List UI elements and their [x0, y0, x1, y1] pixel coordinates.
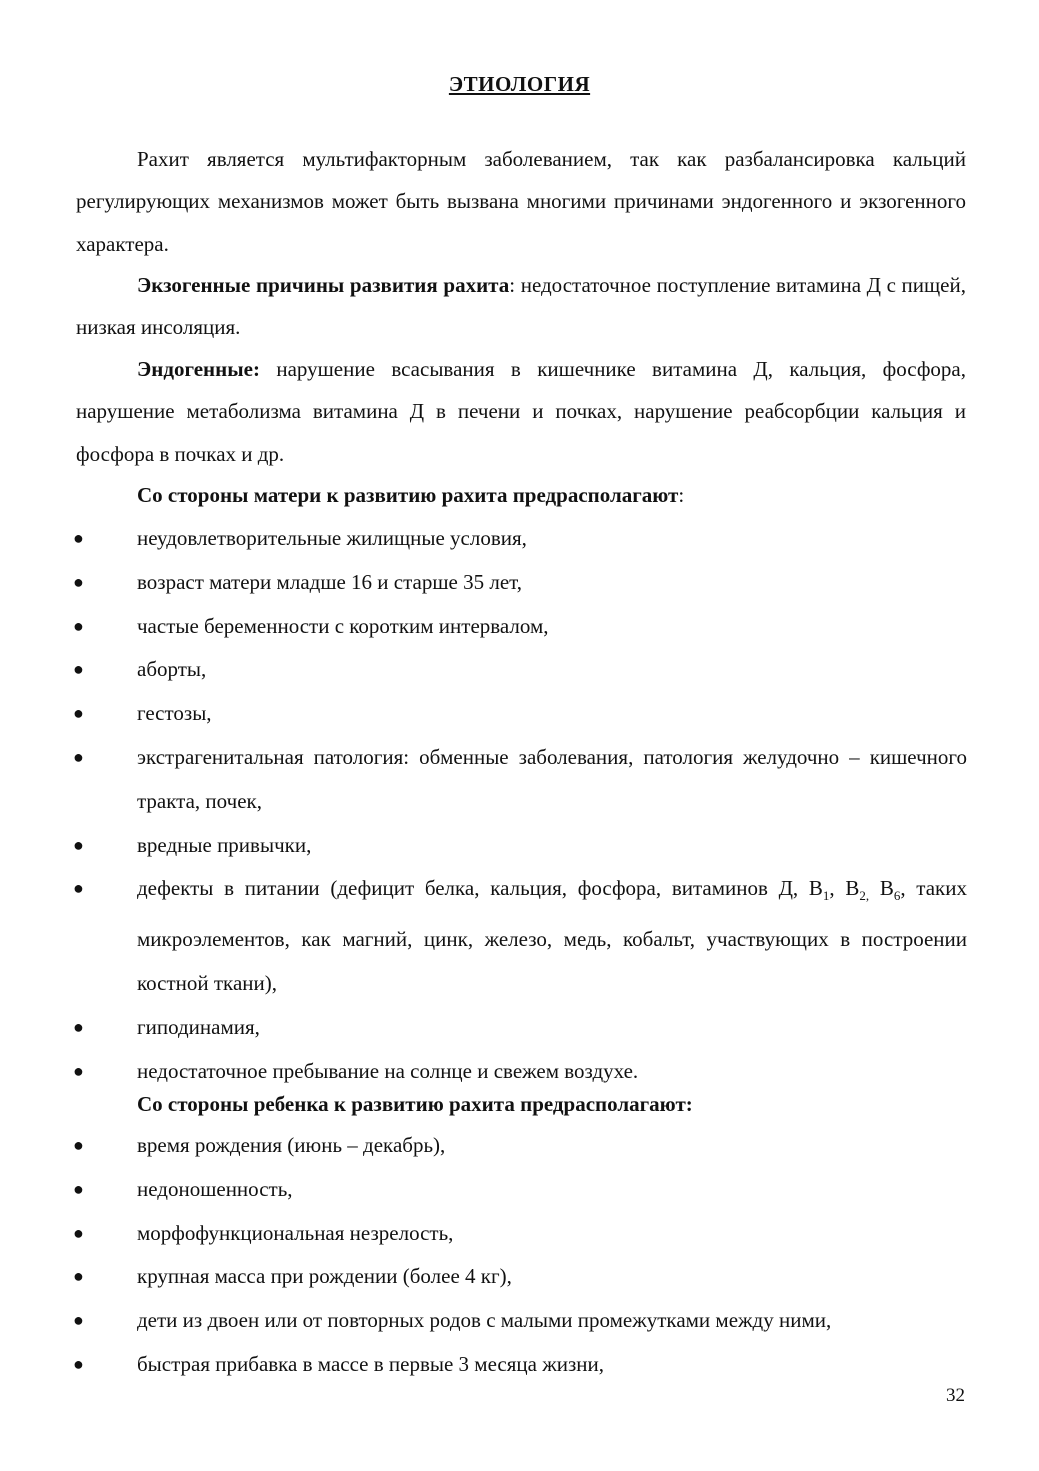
bullet-icon: ● — [73, 746, 84, 767]
bullet-icon: ● — [73, 834, 84, 855]
endogenous-label: Эндогенные: — [137, 357, 260, 381]
endogenous-paragraph — [76, 348, 966, 475]
list-item — [0, 561, 967, 605]
list-item-text: гестозы, — [137, 701, 212, 726]
list-item — [0, 1212, 967, 1256]
list-item-text: гиподинамия, — [137, 1014, 260, 1039]
list-item-text: неудовлетворительные жилищные условия, — [137, 526, 527, 550]
bullet-icon: ● — [73, 1016, 84, 1037]
list-item — [0, 1006, 967, 1050]
list-item-text: время рождения (июнь – декабрь), — [137, 1133, 446, 1157]
bullet-icon: ● — [73, 1222, 84, 1243]
list-item — [0, 1255, 967, 1299]
mother-heading — [137, 474, 967, 516]
bullet-icon: ● — [73, 703, 84, 724]
intro-paragraph: Рахит является мультифакторным заболеванием, так как разбалансировка кальций регулирующих механизмов может быть вызвана многими причинами эндогенного и экзогенного характера. — [76, 147, 966, 256]
list-item-text: быстрая прибавка в массе в первые 3 месяца жизни, — [137, 1351, 604, 1376]
bullet-icon: ● — [73, 1266, 84, 1287]
list-item — [0, 1299, 967, 1343]
exogenous-text: : недостаточное поступление витамина Д с пищей, низкая инсоляция. — [76, 273, 966, 340]
list-item-text: аборты, — [137, 657, 207, 682]
bullet-icon: ● — [73, 878, 84, 899]
list-item-text: недостаточное пребывание на солнце и свежем воздухе. — [137, 1058, 639, 1083]
list-item-text: дефекты в питании (дефицит белка, кальция, фосфора, витаминов Д, $В_1$, $В_{2,}$ $В_6$, таких микроэлементов, как магний, цинк, железо, медь, кобальт, участвующих в построении костной ткани), — [137, 876, 967, 996]
list-item-text: крупная масса при рождении (более 4 кг), — [137, 1264, 512, 1289]
page-number: 32 — [946, 1385, 965, 1406]
list-item-text: дети из двоен или от повторных родов с малыми промежутками между ними, — [137, 1308, 832, 1333]
list-item-text: вредные привычки, — [137, 832, 312, 857]
child-factors-list — [0, 1124, 1039, 1387]
bullet-icon: ● — [73, 571, 84, 592]
bullet-icon: ● — [73, 1310, 84, 1331]
bullet-icon: ● — [73, 1353, 84, 1374]
list-item — [0, 517, 967, 561]
list-item — [0, 1168, 967, 1212]
child-heading-text: Со стороны ребенка к развитию рахита предрасполагают: — [137, 1092, 693, 1116]
list-item — [0, 1124, 967, 1168]
bullet-icon: ● — [73, 1178, 84, 1199]
list-item-text: морфофункциональная незрелость, — [137, 1220, 454, 1245]
bullet-icon: ● — [73, 1135, 84, 1155]
list-item — [0, 1343, 967, 1387]
exogenous-paragraph — [76, 264, 966, 349]
list-item — [0, 648, 967, 692]
endogenous-text: нарушение всасывания в кишечнике витамина Д, кальция, фосфора, нарушение метаболизма витамина Д в печени и почках, нарушение реабсорбции кальция и фосфора в почках и др. — [76, 357, 966, 466]
bullet-icon: ● — [73, 615, 84, 636]
list-item — [0, 736, 967, 824]
list-item-text: возраст матери младше 16 и старше 35 лет, — [137, 569, 523, 594]
child-heading — [137, 1083, 967, 1125]
bullet-icon: ● — [73, 1060, 84, 1081]
list-item-text: экстрагенитальная патология: обменные заболевания, патология желудочно – кишечного тракта, почек, — [137, 744, 967, 813]
bullet-icon: ● — [73, 659, 84, 680]
mother-heading-text: Со стороны матери к развитию рахита предрасполагают — [137, 483, 679, 507]
mother-heading-tail: : — [678, 483, 685, 507]
list-item — [0, 824, 967, 868]
list-item — [0, 605, 967, 649]
mother-factors-list — [0, 517, 1039, 1094]
list-item-text: недоношенность, — [137, 1176, 293, 1201]
bullet-icon: ● — [73, 528, 84, 548]
list-item — [0, 692, 967, 736]
list-item-text: частые беременности с коротким интервалом, — [137, 613, 549, 638]
exogenous-label: Экзогенные причины развития рахита — [137, 273, 510, 297]
list-item — [0, 867, 967, 1006]
page-title: ЭТИОЛОГИЯ — [448, 72, 591, 96]
